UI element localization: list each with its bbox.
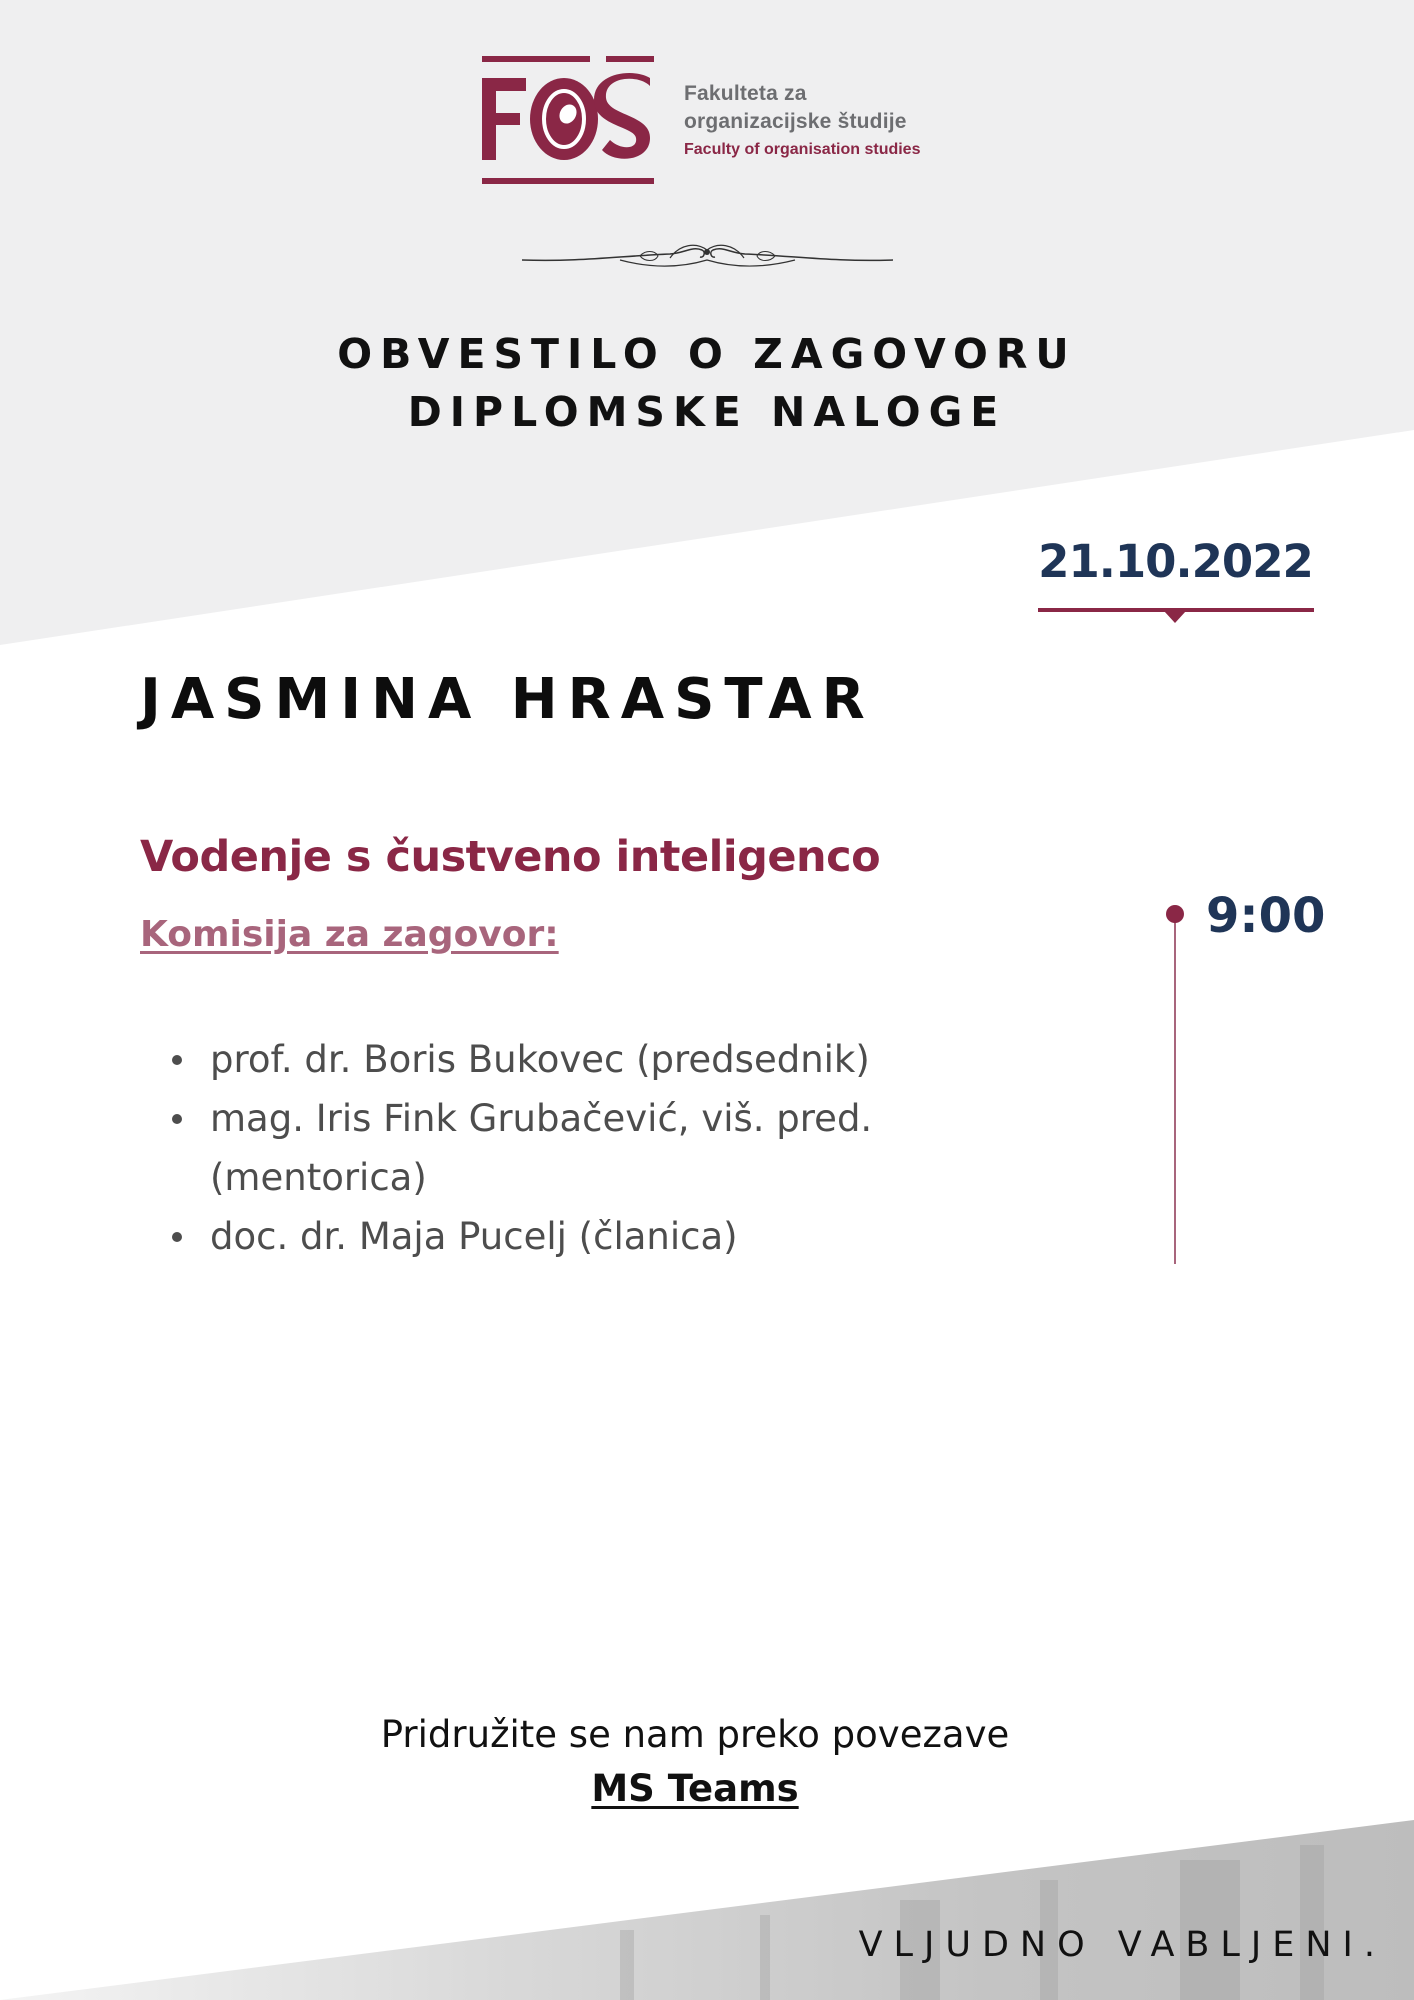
notice-title-line-1: OBVESTILO O ZAGOVORU	[337, 330, 1077, 378]
fos-logo	[478, 52, 938, 192]
candidate-name: JASMINA HRASTAR	[140, 667, 875, 732]
defense-time: 9:00	[1206, 888, 1326, 944]
logo-line-2: organizacijske študije	[684, 110, 907, 133]
committee-member: mag. Iris Fink Grubačević, viš. pred. (mentorica)	[140, 1089, 1040, 1207]
flourish-divider-icon	[520, 238, 895, 274]
committee-heading: Komisija za zagovor:	[140, 914, 559, 955]
logo-line-3: Faculty of organisation studies	[684, 141, 921, 158]
timeline-line	[1174, 914, 1176, 1264]
thesis-title: Vodenje s čustveno inteligenco	[140, 832, 881, 882]
date-pointer-icon	[1164, 611, 1186, 623]
fos-logo-text	[684, 80, 920, 162]
timeline-dot-icon	[1166, 905, 1184, 923]
closing-text: VLJUDNO VABLJENI.	[858, 1925, 1386, 1965]
defense-date: 21.10.2022	[1038, 535, 1313, 588]
fos-logo-mark	[478, 52, 658, 192]
logo-line-1: Fakulteta za	[684, 82, 807, 105]
committee-member-list	[140, 1030, 1040, 1266]
committee-member: doc. dr. Maja Pucelj (članica)	[140, 1207, 1040, 1266]
ms-teams-link-wrapper	[0, 1767, 1390, 1810]
notice-title	[0, 325, 1414, 441]
notice-title-line-2: DIPLOMSKE NALOGE	[407, 388, 1007, 436]
join-text: Pridružite se nam preko povezave	[380, 1713, 1010, 1756]
ms-teams-link[interactable]: MS Teams	[591, 1767, 799, 1810]
committee-member: prof. dr. Boris Bukovec (predsednik)	[140, 1030, 1040, 1089]
